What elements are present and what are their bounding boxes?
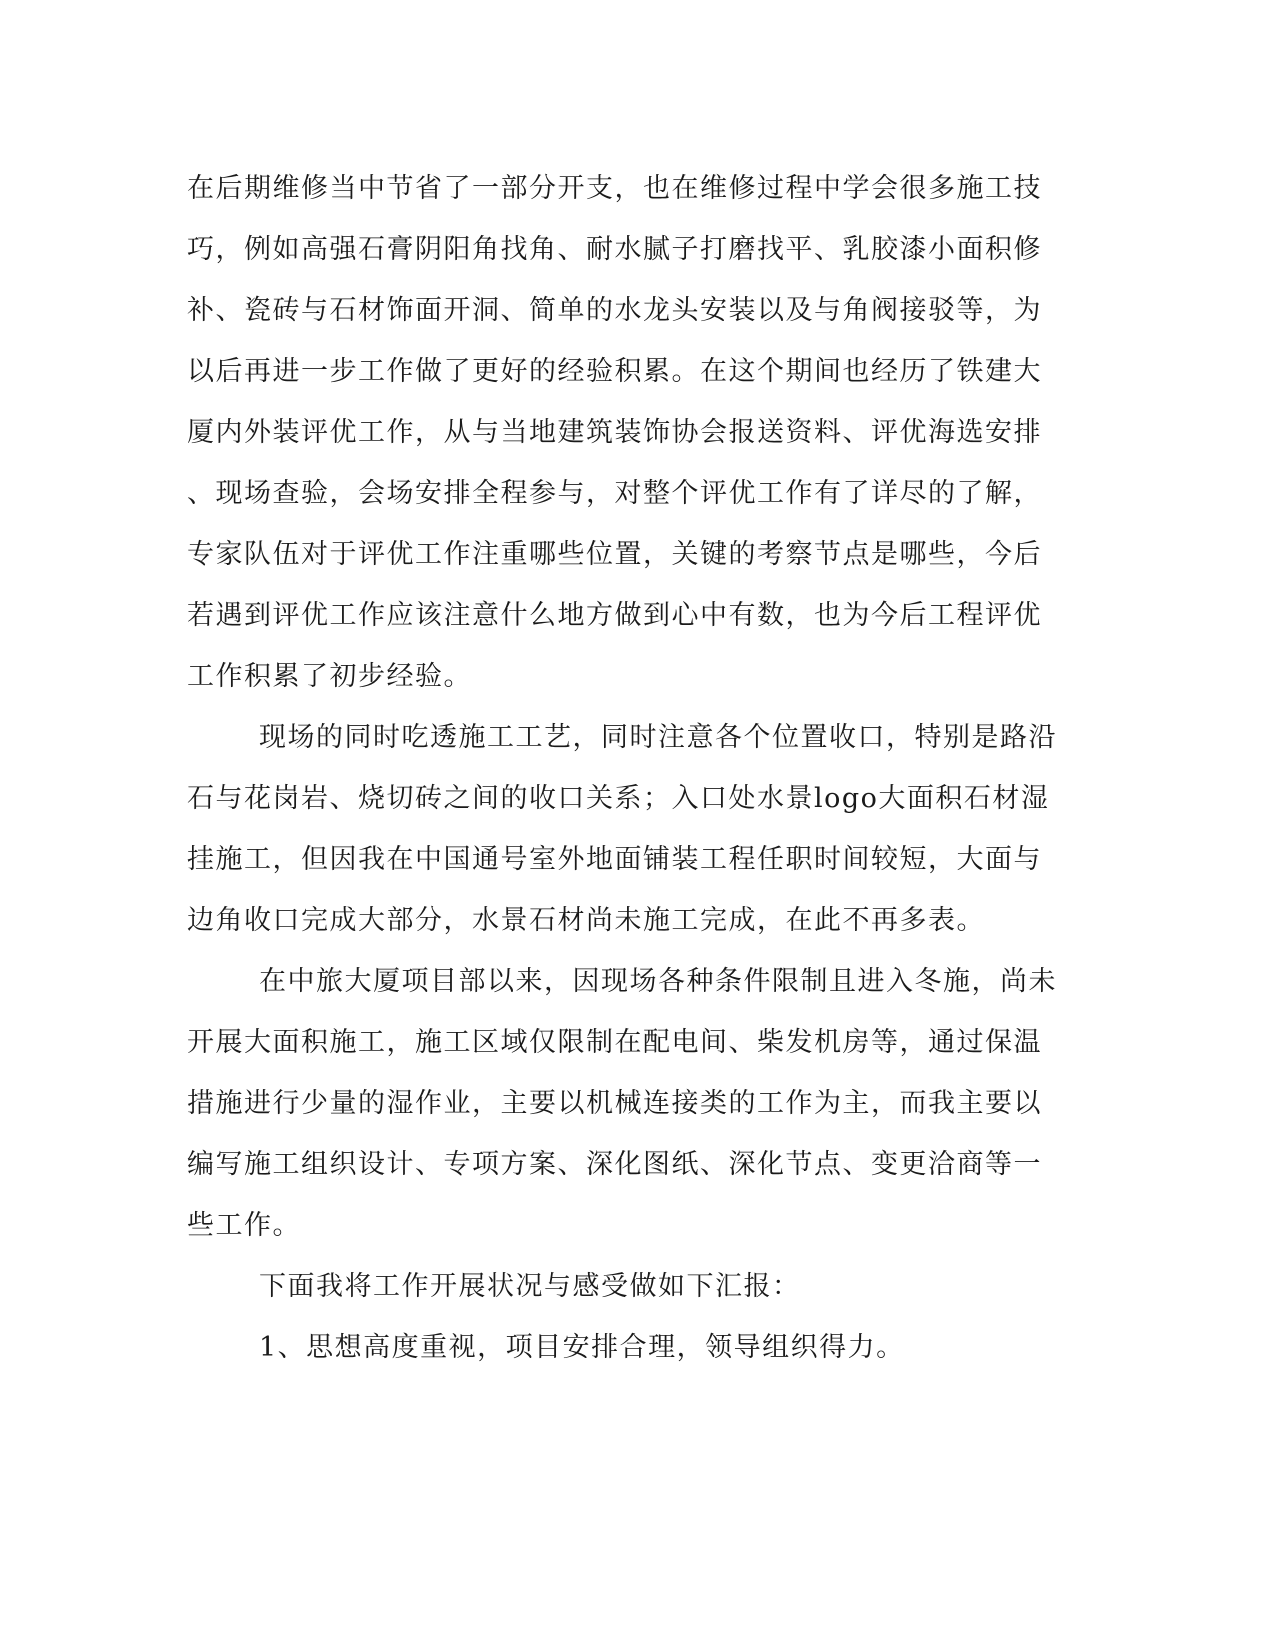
text-line: 巧，例如高强石膏阴阳角找角、耐水腻子打磨找平、乳胶漆小面积修: [187, 234, 1042, 265]
text-line: 在后期维修当中节省了一部分开支，也在维修过程中学会很多施工技: [187, 173, 1042, 204]
text-line: 以后再进一步工作做了更好的经验积累。在这个期间也经历了铁建大: [187, 356, 1042, 387]
list-item-line: 1、思想高度重视，项目安排合理，领导组织得力。: [259, 1332, 905, 1363]
text-line: 、现场查验，会场安排全程参与，对整个评优工作有了详尽的了解，: [187, 478, 1042, 509]
text-line: 专家队伍对于评优工作注重哪些位置，关键的考察节点是哪些，今后: [187, 539, 1042, 570]
text-line: 挂施工，但因我在中国通号室外地面铺装工程任职时间较短，大面与: [187, 844, 1042, 875]
paragraph-start-line: 下面我将工作开展状况与感受做如下汇报：: [259, 1271, 801, 1302]
paragraph-start-line: 现场的同时吃透施工工艺，同时注意各个位置收口，特别是路沿: [259, 722, 1057, 753]
text-line: 些工作。: [187, 1210, 301, 1241]
text-line: 石与花岗岩、烧切砖之间的收口关系；入口处水景logo大面积石材湿: [187, 783, 1050, 814]
text-line: 补、瓷砖与石材饰面开洞、简单的水龙头安装以及与角阀接驳等，为: [187, 295, 1042, 326]
text-line: 厦内外装评优工作，从与当地建筑装饰协会报送资料、评优海选安排: [187, 417, 1042, 448]
text-line: 边角收口完成大部分，水景石材尚未施工完成，在此不再多表。: [187, 905, 985, 936]
text-line: 开展大面积施工，施工区域仅限制在配电间、柴发机房等，通过保温: [187, 1027, 1042, 1058]
text-line: 编写施工组织设计、专项方案、深化图纸、深化节点、变更洽商等一: [187, 1149, 1042, 1180]
text-line: 工作积累了初步经验。: [187, 661, 472, 692]
document-body: [187, 158, 1067, 1378]
paragraph-start-line: 在中旅大厦项目部以来，因现场各种条件限制且进入冬施，尚未: [259, 966, 1057, 997]
text-line: 措施进行少量的湿作业，主要以机械连接类的工作为主，而我主要以: [187, 1088, 1042, 1119]
text-line: 若遇到评优工作应该注意什么地方做到心中有数，也为今后工程评优: [187, 600, 1042, 631]
